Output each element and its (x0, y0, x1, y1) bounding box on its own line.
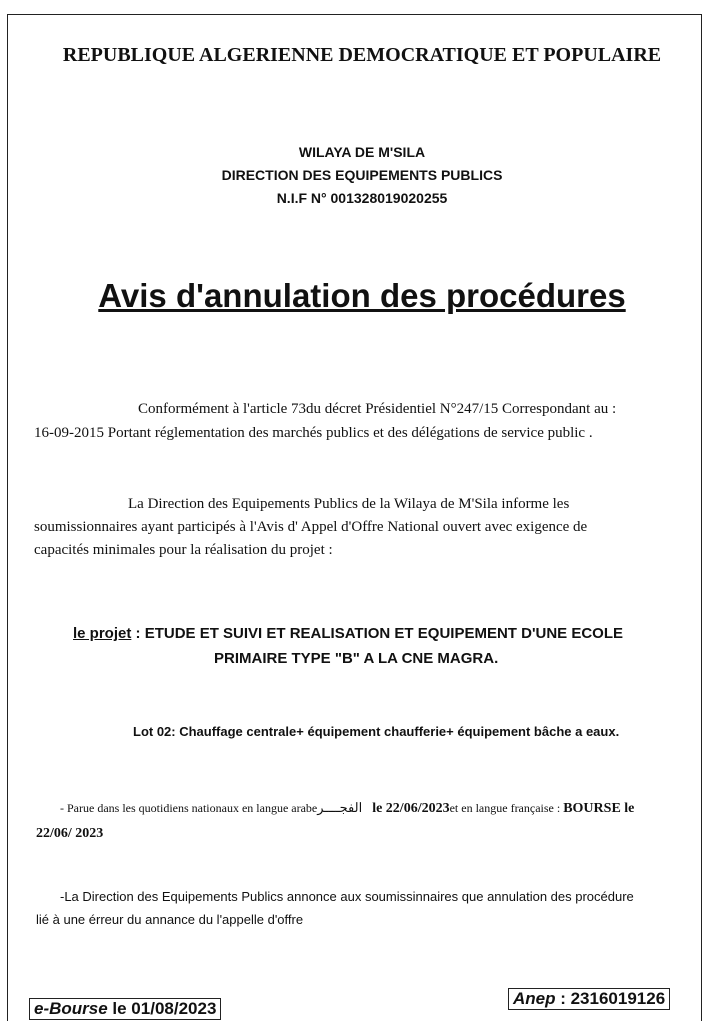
arabic-newspaper: الفجــــر (317, 800, 363, 815)
project-line1 (73, 625, 623, 642)
document-title: Avis d'annulation des procédures (98, 277, 626, 314)
wilaya-heading: WILAYA DE M'SILA (298, 144, 426, 160)
para2-line2: soumissionnaires ayant participés à l'Avis d' Appel d'Offre National ouvert avec exigence de (34, 519, 588, 535)
announcement-line1: -La Direction des Equipements Publics annonce aux soumissinnaires que annulation des procédure (60, 889, 634, 904)
anep-label: Anep (513, 989, 556, 1008)
announcement-line2: lié à une érreur du annance du l'appelle d'offre (36, 912, 304, 927)
anep-number: : 2316019126 (555, 989, 666, 1008)
source-name: e-Bourse (34, 999, 108, 1018)
nif-number: N.I.F N° 001328019020255 (276, 190, 448, 206)
source-box (29, 998, 221, 1020)
project-line2: PRIMAIRE TYPE "B" A LA CNE MAGRA. (214, 650, 499, 667)
para2-line1: La Direction des Equipements Publics de la Wilaya de M'Sila informe les (128, 496, 570, 512)
french-newspaper: BOURSE le (563, 801, 635, 816)
french-publication-text: et en langue française : (449, 801, 561, 815)
para1-line2: 16-09-2015 Portant réglementation des marchés publics et des délégations de service public . (34, 425, 593, 441)
direction-heading: DIRECTION DES EQUIPEMENTS PUBLICS (221, 167, 503, 183)
french-publication-date: 22/06/ 2023 (36, 826, 104, 841)
arabic-publication-date: le 22/06/2023 (372, 801, 450, 816)
source-date: le 01/08/2023 (107, 999, 217, 1018)
project-label: le projet (73, 625, 132, 642)
document-border (7, 14, 702, 1021)
lot-description: Lot 02: Chauffage centrale+ équipement chaufferie+ équipement bâche a eaux. (133, 724, 620, 739)
republic-heading: REPUBLIQUE ALGERIENNE DEMOCRATIQUE ET POPULAIRE (62, 44, 662, 66)
project-title-1: : ETUDE ET SUIVI ET REALISATION ET EQUIPEMENT D'UNE ECOLE (131, 625, 624, 642)
para1-line1: Conformément à l'article 73du décret Présidentiel N°247/15 Correspondant au : (138, 401, 617, 417)
publication-line1 (60, 800, 634, 817)
para2-line3: capacités minimales pour la réalisation du projet : (34, 542, 333, 558)
publication-prefix: - Parue dans les quotidiens nationaux en langue arabe (60, 801, 318, 815)
anep-box (508, 988, 670, 1010)
